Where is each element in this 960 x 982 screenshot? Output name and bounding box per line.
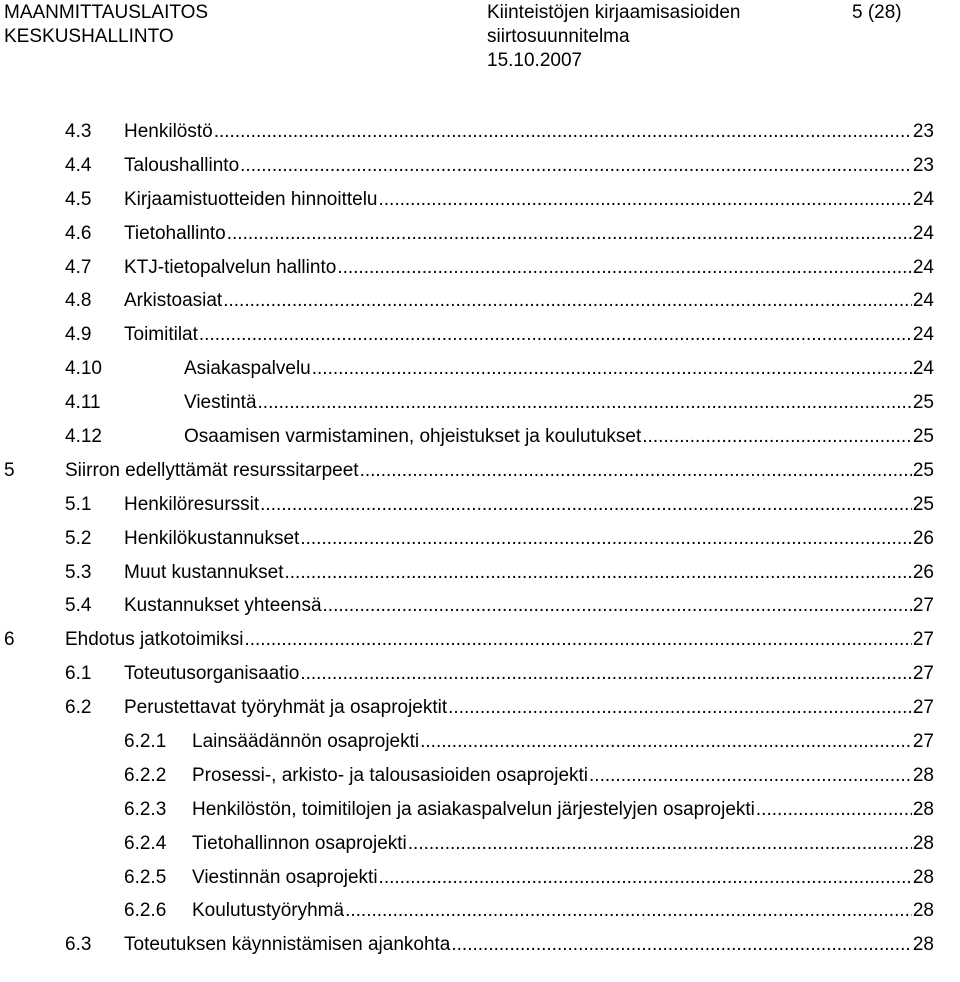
toc-leader xyxy=(451,934,911,956)
toc-page: 26 xyxy=(912,527,934,549)
toc-page: 24 xyxy=(912,188,934,210)
toc-entry[interactable] xyxy=(0,285,960,319)
toc-number: 6.2.4 xyxy=(124,832,167,854)
header-document xyxy=(487,1,740,73)
toc-page: 28 xyxy=(912,764,934,786)
toc-title: Prosessi-, arkisto- ja talousasioiden osaprojekti xyxy=(192,764,589,786)
toc-leader xyxy=(323,595,912,617)
toc-page: 27 xyxy=(912,595,934,617)
toc-page: 23 xyxy=(912,154,934,176)
toc-title: Kustannukset yhteensä xyxy=(124,595,322,617)
toc-entry[interactable] xyxy=(0,421,960,455)
toc-entry[interactable] xyxy=(0,760,960,794)
toc-leader xyxy=(589,765,912,787)
toc-title: Toimitilat xyxy=(124,324,198,346)
toc-leader xyxy=(300,528,912,550)
toc-number: 4.3 xyxy=(65,121,92,142)
toc-page: 27 xyxy=(912,697,934,719)
toc-title: Siirron edellyttämät resurssitarpeet xyxy=(65,459,359,481)
toc-title: Henkilöresurssit xyxy=(124,493,260,515)
toc-title: Tietohallinnon osaprojekti xyxy=(192,832,407,854)
toc-page: 28 xyxy=(912,866,934,888)
org-name: MAANMITTAUSLAITOS xyxy=(4,2,209,23)
toc-number: 6.2.2 xyxy=(124,764,167,786)
toc-page: 27 xyxy=(912,731,934,753)
toc-title: Osaamisen varmistaminen, ohjeistukset ja koulutukset xyxy=(184,426,642,448)
toc-leader xyxy=(300,663,912,685)
toc-page: 25 xyxy=(912,459,934,481)
toc-leader xyxy=(312,358,912,380)
toc-title: Taloushallinto xyxy=(124,154,240,176)
toc-number: 4.11 xyxy=(65,392,101,414)
toc-title: Koulutustyöryhmä xyxy=(192,900,345,922)
toc-number: 4.7 xyxy=(65,256,92,278)
toc-leader xyxy=(379,867,912,889)
toc-number: 6.2.1 xyxy=(124,731,167,753)
toc-number: 4.10 xyxy=(65,358,102,380)
toc-title: Muut kustannukset xyxy=(124,561,284,583)
toc-number: 5.1 xyxy=(65,493,92,515)
toc-number: 6.1 xyxy=(65,663,92,685)
toc-title: Henkilöstön, toimitilojen ja asiakaspalvelun järjestelyjen osaprojekti xyxy=(192,798,755,820)
toc-entry[interactable] xyxy=(0,523,960,557)
toc-page: 25 xyxy=(912,392,934,414)
toc-entry[interactable] xyxy=(0,387,960,421)
toc-entry[interactable] xyxy=(0,624,960,658)
toc-page: 28 xyxy=(912,832,934,854)
toc-number: 6 xyxy=(4,629,15,651)
header-organization xyxy=(4,1,208,49)
toc-leader xyxy=(284,562,911,584)
toc-entry[interactable] xyxy=(0,319,960,353)
toc-title: Ehdotus jatkotoimiksi xyxy=(65,629,244,651)
toc-number: 4.12 xyxy=(65,426,102,448)
toc-leader xyxy=(199,324,912,346)
toc-entry[interactable] xyxy=(0,557,960,591)
toc-number: 5.3 xyxy=(65,561,92,583)
toc-leader xyxy=(345,900,912,922)
table-of-contents xyxy=(0,116,960,963)
toc-leader xyxy=(379,189,912,211)
toc-page: 24 xyxy=(912,324,934,346)
toc-number: 4.9 xyxy=(65,324,92,346)
toc-number: 6.3 xyxy=(65,934,92,956)
toc-entry[interactable] xyxy=(0,353,960,387)
org-unit: KESKUSHALLINTO xyxy=(4,26,174,47)
toc-leader xyxy=(448,697,912,719)
toc-title: Toteutuksen käynnistämisen ajankohta xyxy=(124,934,451,956)
toc-leader xyxy=(642,426,912,448)
toc-title: Asiakaspalvelu xyxy=(184,358,311,380)
toc-entry[interactable] xyxy=(0,590,960,624)
toc-entry[interactable] xyxy=(0,150,960,184)
toc-leader xyxy=(260,494,912,516)
toc-title: Perustettavat työryhmät ja osaprojektit xyxy=(124,697,448,719)
toc-page: 25 xyxy=(912,426,934,448)
toc-number: 4.5 xyxy=(65,188,92,210)
toc-leader xyxy=(223,290,912,312)
toc-leader xyxy=(240,155,912,177)
toc-entry[interactable] xyxy=(0,828,960,862)
toc-page: 27 xyxy=(912,629,934,651)
page-number: 5 (28) xyxy=(852,2,902,23)
toc-entry[interactable] xyxy=(0,929,960,963)
toc-title: KTJ-tietopalvelun hallinto xyxy=(124,256,337,278)
toc-entry[interactable] xyxy=(0,895,960,929)
toc-entry[interactable] xyxy=(0,862,960,896)
doc-title-line1: Kiinteistöjen kirjaamisasioiden xyxy=(487,2,741,23)
toc-number: 4.4 xyxy=(65,154,92,176)
toc-entry[interactable] xyxy=(0,794,960,828)
toc-entry[interactable] xyxy=(0,184,960,218)
toc-page: 26 xyxy=(912,561,934,583)
toc-leader xyxy=(214,121,912,143)
toc-page: 24 xyxy=(912,358,934,380)
toc-number: 5 xyxy=(4,459,15,481)
doc-date: 15.10.2007 xyxy=(487,50,583,71)
toc-title: Toteutusorganisaatio xyxy=(124,663,300,685)
toc-leader xyxy=(337,257,912,279)
toc-page: 23 xyxy=(912,121,934,142)
toc-title: Tietohallinto xyxy=(124,222,226,244)
toc-number: 5.2 xyxy=(65,527,92,549)
toc-leader xyxy=(360,460,912,482)
toc-title: Kirjaamistuotteiden hinnoittelu xyxy=(124,188,378,210)
toc-entry[interactable] xyxy=(0,692,960,726)
toc-page: 24 xyxy=(912,290,934,312)
toc-page: 25 xyxy=(912,493,934,515)
toc-page: 24 xyxy=(912,256,934,278)
toc-leader xyxy=(756,799,912,821)
toc-entry[interactable] xyxy=(0,252,960,286)
toc-entry[interactable] xyxy=(0,218,960,252)
doc-title-line2: siirtosuunnitelma xyxy=(487,26,630,47)
toc-title: Henkilökustannukset xyxy=(124,527,300,549)
toc-title: Viestintä xyxy=(184,392,257,414)
toc-title: Henkilöstö xyxy=(124,121,213,142)
toc-number: 6.2.6 xyxy=(124,900,167,922)
toc-entry[interactable] xyxy=(0,658,960,692)
toc-leader xyxy=(420,731,912,753)
toc-entry[interactable] xyxy=(0,116,960,150)
toc-number: 6.2 xyxy=(65,697,92,719)
toc-entry[interactable] xyxy=(0,455,960,489)
toc-leader xyxy=(227,223,912,245)
toc-title: Arkistoasiat xyxy=(124,290,223,312)
toc-number: 4.8 xyxy=(65,290,92,312)
toc-title: Viestinnän osaprojekti xyxy=(192,866,378,888)
toc-number: 4.6 xyxy=(65,222,92,244)
toc-leader xyxy=(244,629,911,651)
toc-page: 24 xyxy=(912,222,934,244)
toc-number: 6.2.5 xyxy=(124,866,167,888)
toc-page: 28 xyxy=(912,900,934,922)
toc-title: Lainsäädännön osaprojekti xyxy=(192,731,420,753)
toc-number: 6.2.3 xyxy=(124,798,167,820)
toc-entry[interactable] xyxy=(0,489,960,523)
toc-leader xyxy=(258,392,912,414)
toc-page: 28 xyxy=(912,934,934,956)
toc-leader xyxy=(408,833,912,855)
toc-page: 28 xyxy=(912,798,934,820)
toc-page: 27 xyxy=(912,663,934,685)
toc-entry[interactable] xyxy=(0,726,960,760)
toc-number: 5.4 xyxy=(65,595,92,617)
